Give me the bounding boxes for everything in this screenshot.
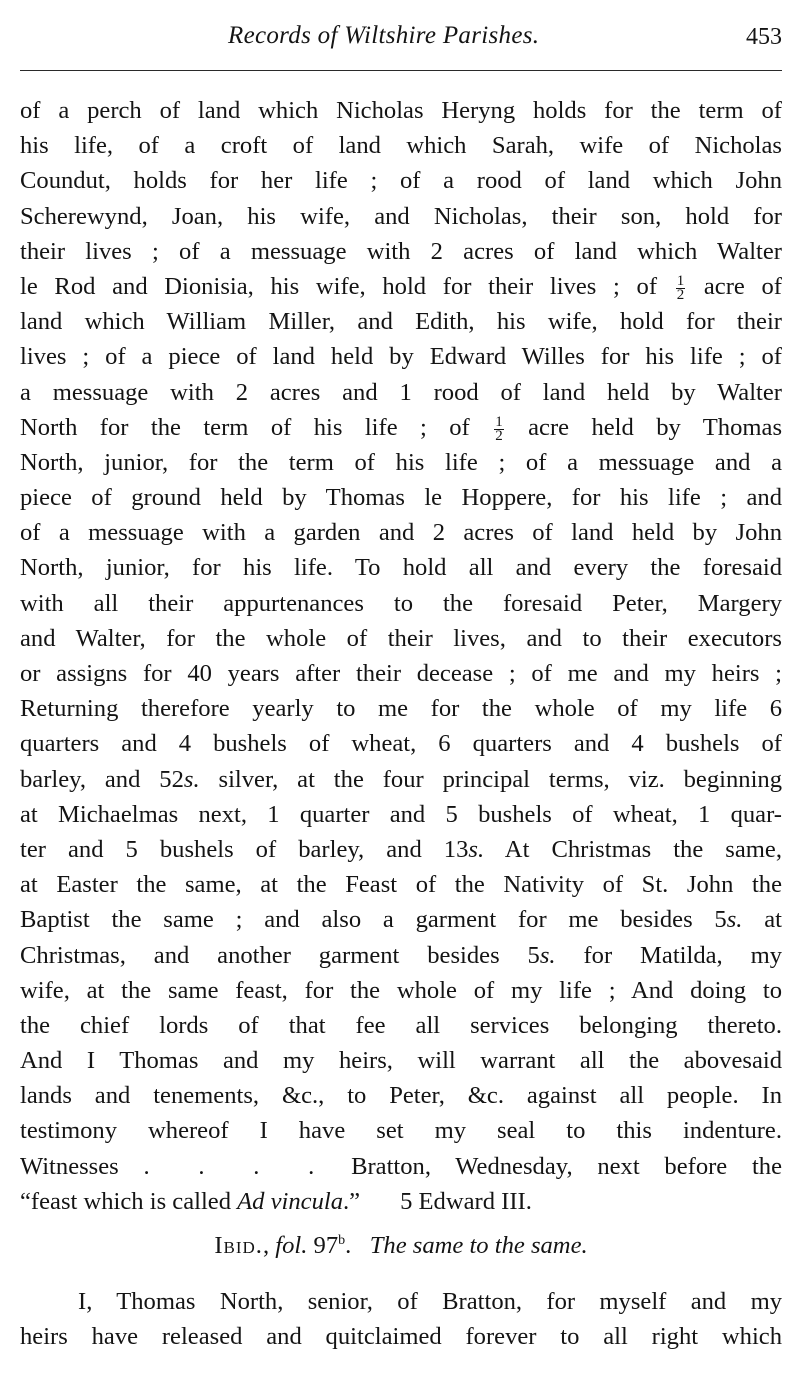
text-line (20, 1149, 782, 1184)
text-line (20, 902, 782, 937)
text-line: or assigns for 40 years after their decease ; of me and my heirs ; (20, 660, 782, 687)
line-segment: barley, and 52 (20, 765, 184, 793)
text-line: North, junior, for the term of his life ; of a messuage and a (20, 448, 782, 476)
line-segment: .” (343, 1187, 361, 1215)
text-line (20, 832, 782, 867)
line-segment: for Matilda, my (555, 941, 782, 969)
line-segment: acre of (703, 272, 782, 300)
line-segment: ter and 5 bushels of barley, and 13 (20, 835, 469, 863)
text-line: North, junior, for his life. To hold all and every the foresaid (20, 554, 782, 582)
text-line: Coundut, holds for her life ; of a rood of land which John (20, 167, 782, 195)
text-line: the chief lords of that fee all services belonging thereto. (20, 1011, 782, 1039)
text-line: of a perch of land which Nicholas Heryng holds for the term of (20, 97, 782, 124)
text-line: land which William Miller, and Edith, his wife, hold for their (20, 308, 782, 336)
text-line: lives ; of a piece of land held by Edward Willes for his life ; of (20, 343, 782, 371)
text-line: with all their appurtenances to the foresaid Peter, Margery (20, 589, 782, 617)
text-line: at Easter the same, at the Feast of the Nativity of St. John the (20, 871, 782, 899)
ellipsis-dots: . . . . (143, 1152, 327, 1180)
second-paragraph (20, 1284, 782, 1354)
page-header (20, 22, 782, 62)
text-line (20, 269, 782, 304)
ibid-label: Ibid. (214, 1232, 263, 1259)
text-line: of a messuage with a garden and 2 acres of land held by John (20, 519, 782, 547)
page-number: 453 (746, 24, 782, 50)
section-title: The same to the same. (369, 1232, 588, 1259)
regnal-date: 5 Edward III. (400, 1187, 532, 1215)
folio-label: fol. (275, 1232, 308, 1259)
text-line (20, 762, 782, 797)
text-line: their lives ; of a messuage with 2 acres of land which Walter (20, 237, 782, 265)
text-line: lands and tenements, &c., to Peter, &c. against all people. In (20, 1082, 782, 1110)
text-line: a messuage with 2 acres and 1 rood of land held by Walter (20, 378, 782, 406)
line-segment: “feast which is called (20, 1187, 238, 1215)
text-line: Returning therefore yearly to me for the whole of my life 6 (20, 695, 782, 723)
line-segment: le Rod and Dionisia, his wife, hold for their lives ; of (20, 272, 658, 300)
text-line: his life, of a croft of land which Sarah, wife of Nicholas (20, 132, 782, 160)
text-line: piece of ground held by Thomas le Hoppere, for his life ; and (20, 484, 782, 512)
line-segment: Christmas, and another garment besides 5 (20, 941, 540, 969)
text-line (20, 1184, 782, 1219)
line-segment: North for the term of his life ; of (20, 413, 470, 441)
half-fraction (494, 413, 504, 444)
text-line (20, 938, 782, 973)
text-line: quarters and 4 bushels of wheat, 6 quarters and 4 bushels of (20, 730, 782, 758)
line-segment: Bratton, Wednesday, next before the (351, 1152, 783, 1180)
text-line: Scherewynd, Joan, his wife, and Nicholas, their son, hold for (20, 202, 782, 230)
shillings-abbrev: s. (468, 835, 485, 863)
fraction-denominator: 2 (676, 286, 685, 303)
text-line: testimony whereof I have set my seal to this indenture. (20, 1117, 782, 1145)
line-segment: acre held by Thomas (528, 413, 783, 441)
running-title: Records of Wiltshire Parishes. (228, 22, 540, 49)
fraction-denominator: 2 (495, 427, 503, 444)
text-line: heirs have released and quitclaimed forever to all right which (20, 1323, 782, 1351)
line-segment: Baptist the same ; and also a garment for me besides 5 (20, 906, 727, 934)
text-line: And I Thomas and my heirs, will warrant all the abovesaid (20, 1047, 782, 1075)
folio-superscript: b (338, 1232, 346, 1248)
text-line: I, Thomas North, senior, of Bratton, for myself and my (78, 1288, 782, 1315)
half-fraction (676, 272, 686, 303)
line-segment: at (742, 906, 782, 934)
text-line: at Michaelmas next, 1 quarter and 5 bushels of wheat, 1 quar- (20, 800, 782, 828)
shillings-abbrev: s. (726, 906, 743, 934)
latin-phrase: Ad vincula (237, 1187, 344, 1215)
fraction-numerator: 1 (495, 413, 503, 430)
section-heading: Ibid., fol. 97$^b$. The same to the same. (214, 1232, 588, 1259)
header-rule (20, 70, 782, 71)
witnesses-label: Witnesses (20, 1152, 119, 1180)
shillings-abbrev: s. (539, 941, 556, 969)
line-segment: silver, at the four principal terms, viz. beginning (199, 765, 782, 793)
text-line: wife, at the same feast, for the whole of my life ; And doing to (20, 976, 782, 1004)
text-line: and Walter, for the whole of their lives, and to their executors (20, 624, 782, 652)
folio-number: 97 (313, 1232, 339, 1259)
main-paragraph (20, 93, 782, 1219)
shillings-abbrev: s. (183, 765, 200, 793)
line-segment: At Christmas the same, (484, 835, 782, 863)
fraction-numerator: 1 (676, 272, 685, 289)
text-line (20, 410, 782, 445)
